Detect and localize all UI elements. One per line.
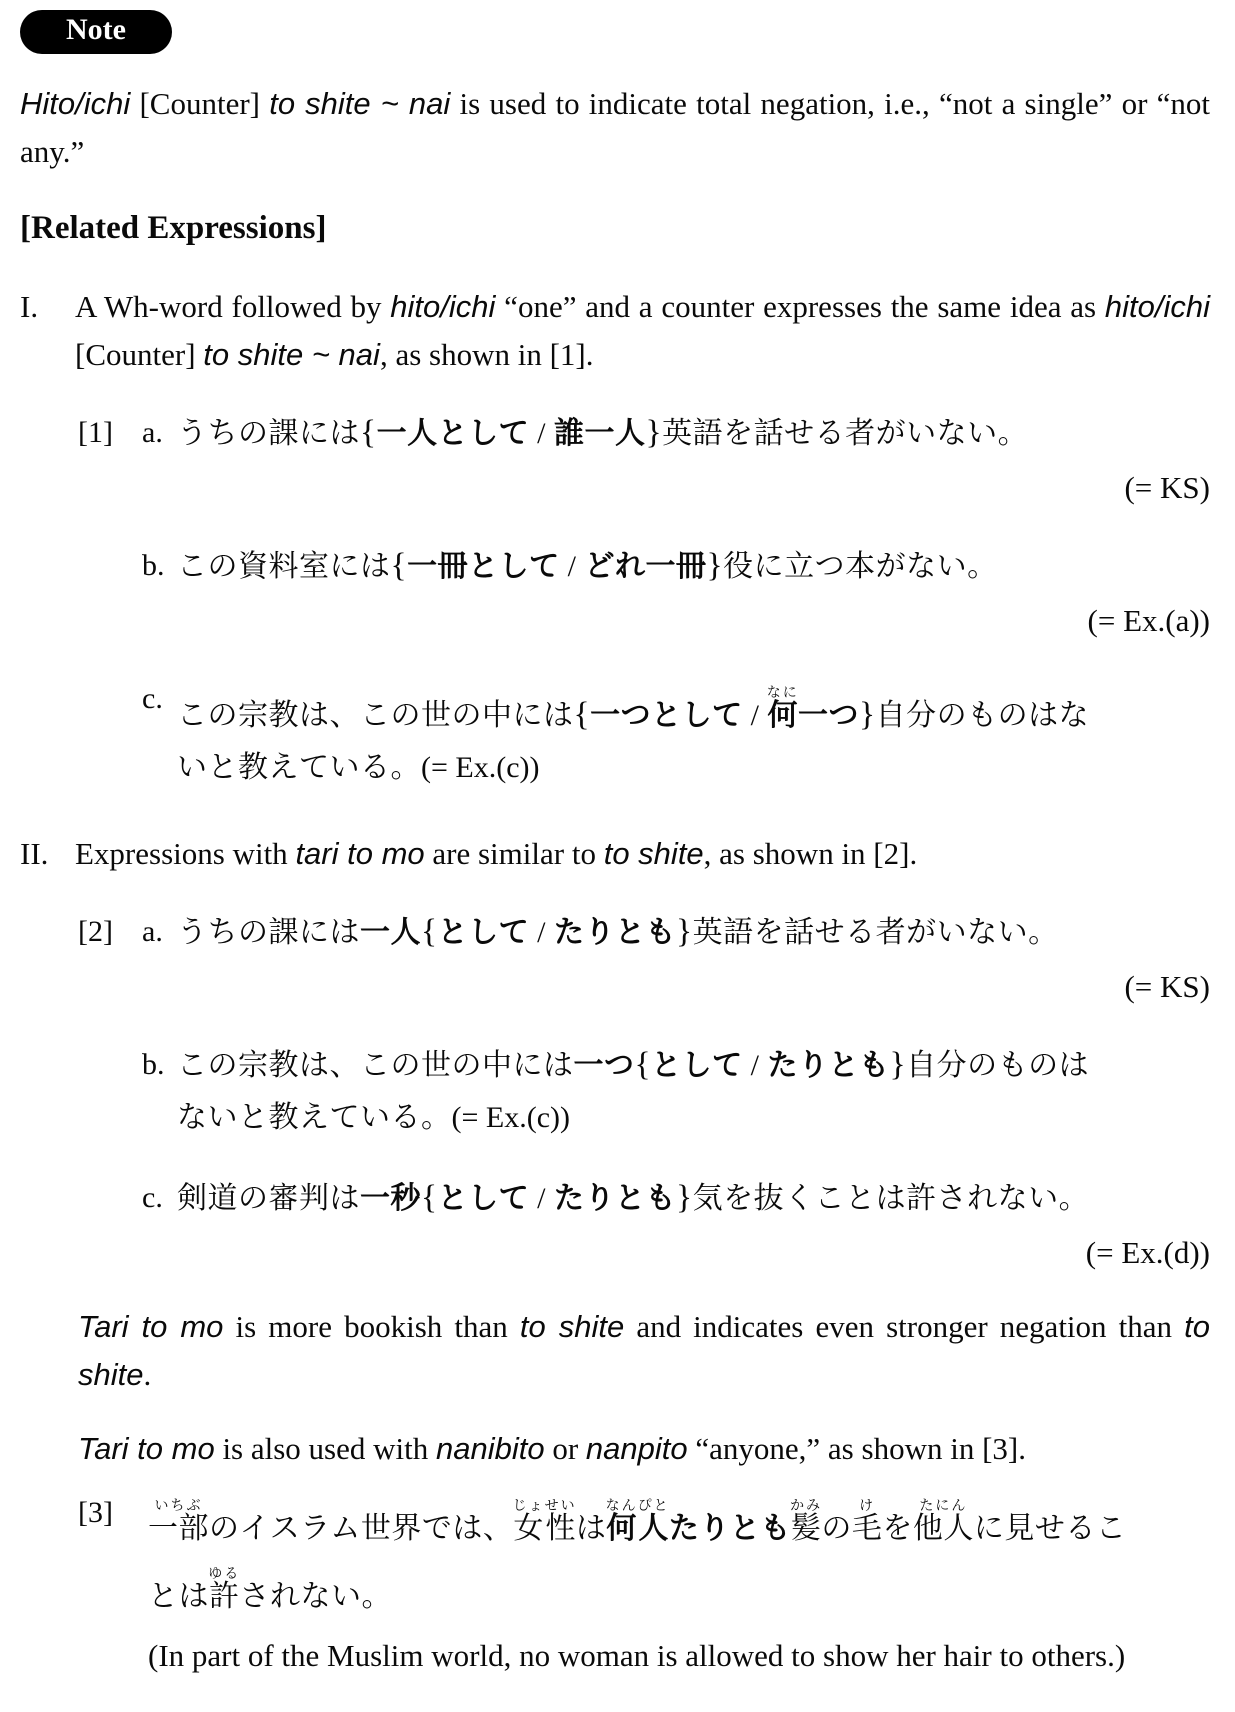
example-block-1 <box>20 407 1210 794</box>
example-1b-letter: b. <box>142 549 165 582</box>
example-3-translation: (In part of the Muslim world, no woman is allowed to show her hair to others.) <box>148 1638 1126 1673</box>
example-1b-reference: (= Ex.(a)) <box>1087 603 1210 638</box>
example-3-japanese-line1: 一部いちぶのイスラム世界では、女性じょせいは何人なんぴとたりとも髪かみの毛けを他人たにんに見せるこ <box>148 1499 1127 1545</box>
example-3-body <box>148 1487 1210 1712</box>
example-1b-body <box>177 540 1210 593</box>
example-1a-letter: a. <box>142 416 163 449</box>
example-2b-row <box>78 1039 1210 1144</box>
example-1-number: [1] <box>78 416 113 449</box>
example-1c-japanese-line1: この宗教は、この世の中には{一つとして / 何なに一つ}自分のものはな <box>177 686 1090 733</box>
example-2b-japanese-line1: この宗教は、この世の中には一つ{として / たりとも}自分のものは <box>177 1046 1090 1083</box>
example-1a-body <box>177 407 1210 460</box>
example-3-number: [3] <box>78 1496 113 1529</box>
related-expressions-heading: [Related Expressions] <box>20 210 327 246</box>
example-2a-letter: a. <box>142 915 163 948</box>
example-2c-body <box>177 1172 1210 1225</box>
example-2c-row <box>78 1172 1210 1225</box>
related-section-1-text: A Wh-word followed by hito/ichi “one” and a counter expresses the same idea as hito/ichi [Counter] to shite ~ nai, as shown in [1]. <box>75 289 1210 372</box>
example-2-number: [2] <box>78 915 113 948</box>
example-2a-reference: (= KS) <box>1124 969 1210 1004</box>
example-2c-letter: c. <box>142 1181 163 1214</box>
related-section-2 <box>20 830 1210 878</box>
example-2a-japanese: うちの課には一人{として / たりとも}英語を話せる者がいない。 <box>177 913 1059 950</box>
roman-numeral-1: I. <box>20 289 39 324</box>
related-section-2-text: Expressions with tari to mo are similar to to shite, as shown in [2]. <box>75 836 918 871</box>
example-1a-row <box>78 407 1210 460</box>
example-2a-body <box>177 906 1210 959</box>
example-2b-body <box>177 1039 1210 1144</box>
note-badge-label: Note <box>66 13 126 46</box>
example-1b-japanese: この資料室には{一冊として / どれ一冊}役に立つ本がない。 <box>177 547 998 584</box>
example-3-row <box>78 1487 1210 1712</box>
bookish-note-paragraph: Tari to mo is more bookish than to shite and indicates even stronger negation than to shite. <box>78 1309 1210 1392</box>
note-badge <box>20 10 172 54</box>
related-section-1 <box>20 283 1210 379</box>
example-block-2 <box>20 906 1210 1277</box>
example-2c-reference: (= Ex.(d)) <box>1085 1235 1210 1270</box>
roman-numeral-2: II. <box>20 836 49 871</box>
nanibito-note-paragraph: Tari to mo is also used with nanibito or nanpito “anyone,” as shown in [3]. <box>78 1431 1026 1466</box>
example-3-japanese-line2: とは許ゆるされない。 <box>148 1567 392 1613</box>
example-1b-row <box>78 540 1210 593</box>
example-2b-japanese-line2: ないと教えている。(= Ex.(c)) <box>177 1101 571 1134</box>
example-2b-letter: b. <box>142 1048 165 1081</box>
example-2c-japanese: 剣道の審判は一秒{として / たりとも}気を抜くことは許されない。 <box>177 1179 1090 1216</box>
example-1a-reference: (= KS) <box>1124 470 1210 505</box>
example-1c-japanese-line2: いと教えている。(= Ex.(c)) <box>177 751 540 784</box>
example-1a-japanese: うちの課には{一人として / 誰一人}英語を話せる者がいない。 <box>177 414 1029 451</box>
example-1c-body <box>177 673 1210 794</box>
example-1c-letter: c. <box>142 682 163 715</box>
note-intro-paragraph: Hito/ichi [Counter] to shite ~ nai is used to indicate total negation, i.e., “not a single” or “not any.” <box>20 86 1210 169</box>
example-1c-row <box>78 673 1210 794</box>
example-2a-row <box>78 906 1210 959</box>
